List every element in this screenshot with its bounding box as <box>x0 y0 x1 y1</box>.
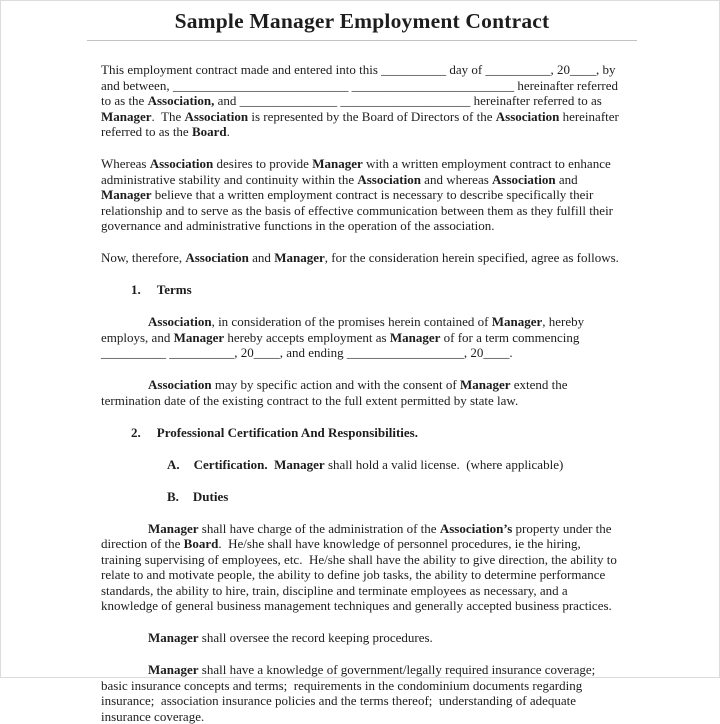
heading-gap <box>179 489 193 505</box>
subsection-b-text: Duties <box>192 488 229 504</box>
paragraph-whereas: Whereas Association desires to provide Manager with a written employment contract to enhance administrative stability and continuity within the Association and whereas Association and Manager believe that a written employment contract is necessary to describe specifically their relationship and to serve as the basis of effective communication between them as they fulfill their governance and administrative functions in the operation of the association. <box>101 156 614 233</box>
section-2-number: 2. <box>131 424 141 440</box>
subsection-a-text: Certification. Manager shall hold a valid license. (where applicable) <box>193 456 564 472</box>
section-2-heading <box>101 425 623 441</box>
paragraph-extend-termination: Association may by specific action and with the consent of Manager extend the termination date of the existing contract to the full extent permitted by state law. <box>101 377 568 408</box>
paragraph-insurance-knowledge: Manager shall have a knowledge of government/legally required insurance coverage; basic insurance concepts and terms; requirements in the condominium documents regarding insurance; association insurance policies and the terms thereof; understanding of adequate insurance coverage. <box>101 662 599 724</box>
subsection-a-certification <box>101 457 623 473</box>
section-1-label: Terms <box>156 282 192 297</box>
subsection-b-letter: B. <box>167 488 179 504</box>
section-1-number: 1. <box>131 282 141 297</box>
paragraph-manager-duties: Manager shall have charge of the administration of the Association’s property under the direction of the Board. He/she shall have knowledge of personnel procedures, ie the hiring, training supervising of employees, etc. He/she shall have the ability to give direction, the ability to relate to and motivate people, the ability to define job tasks, the ability to determine performance standards, the ability to hire, train, discipline and terminate employees as necessary, and a knowledge of general business management techniques and generally accepted business practices. <box>101 520 617 613</box>
paragraph-now-therefore: Now, therefore, Association and Manager, for the consideration herein specified, agree as follows. <box>101 250 619 265</box>
document-page <box>1 1 719 724</box>
heading-gap <box>141 425 157 441</box>
subsection-a-letter: A. <box>167 456 180 472</box>
paragraph-intro: This employment contract made and entered into this __________ day of __________, 20____, by and between, ___________________________ _________________________ hereinafter referred to as the Association, and _______________ ____________________ hereinafter referred to as Manager. The Association is represented by the Board of Directors of the Association hereinafter referred to as the Board. <box>101 62 619 139</box>
title-rule <box>87 40 637 41</box>
section-2-label: Professional Certification And Responsibilities. <box>156 424 418 440</box>
document-title: Sample Manager Employment Contract <box>174 9 550 33</box>
paragraph-record-keeping: Manager shall oversee the record keeping procedures. <box>148 630 433 645</box>
subsection-b-duties <box>101 489 623 505</box>
heading-gap <box>141 282 157 298</box>
section-1-heading <box>101 282 623 298</box>
heading-gap <box>180 457 194 473</box>
paragraph-terms-employment: Association, in consideration of the promises herein contained of Manager, hereby employs, and Manager hereby accepts employment as Manager of for a term commencing __________ __________, 20____, and ending __________________, 20____. <box>101 314 585 360</box>
